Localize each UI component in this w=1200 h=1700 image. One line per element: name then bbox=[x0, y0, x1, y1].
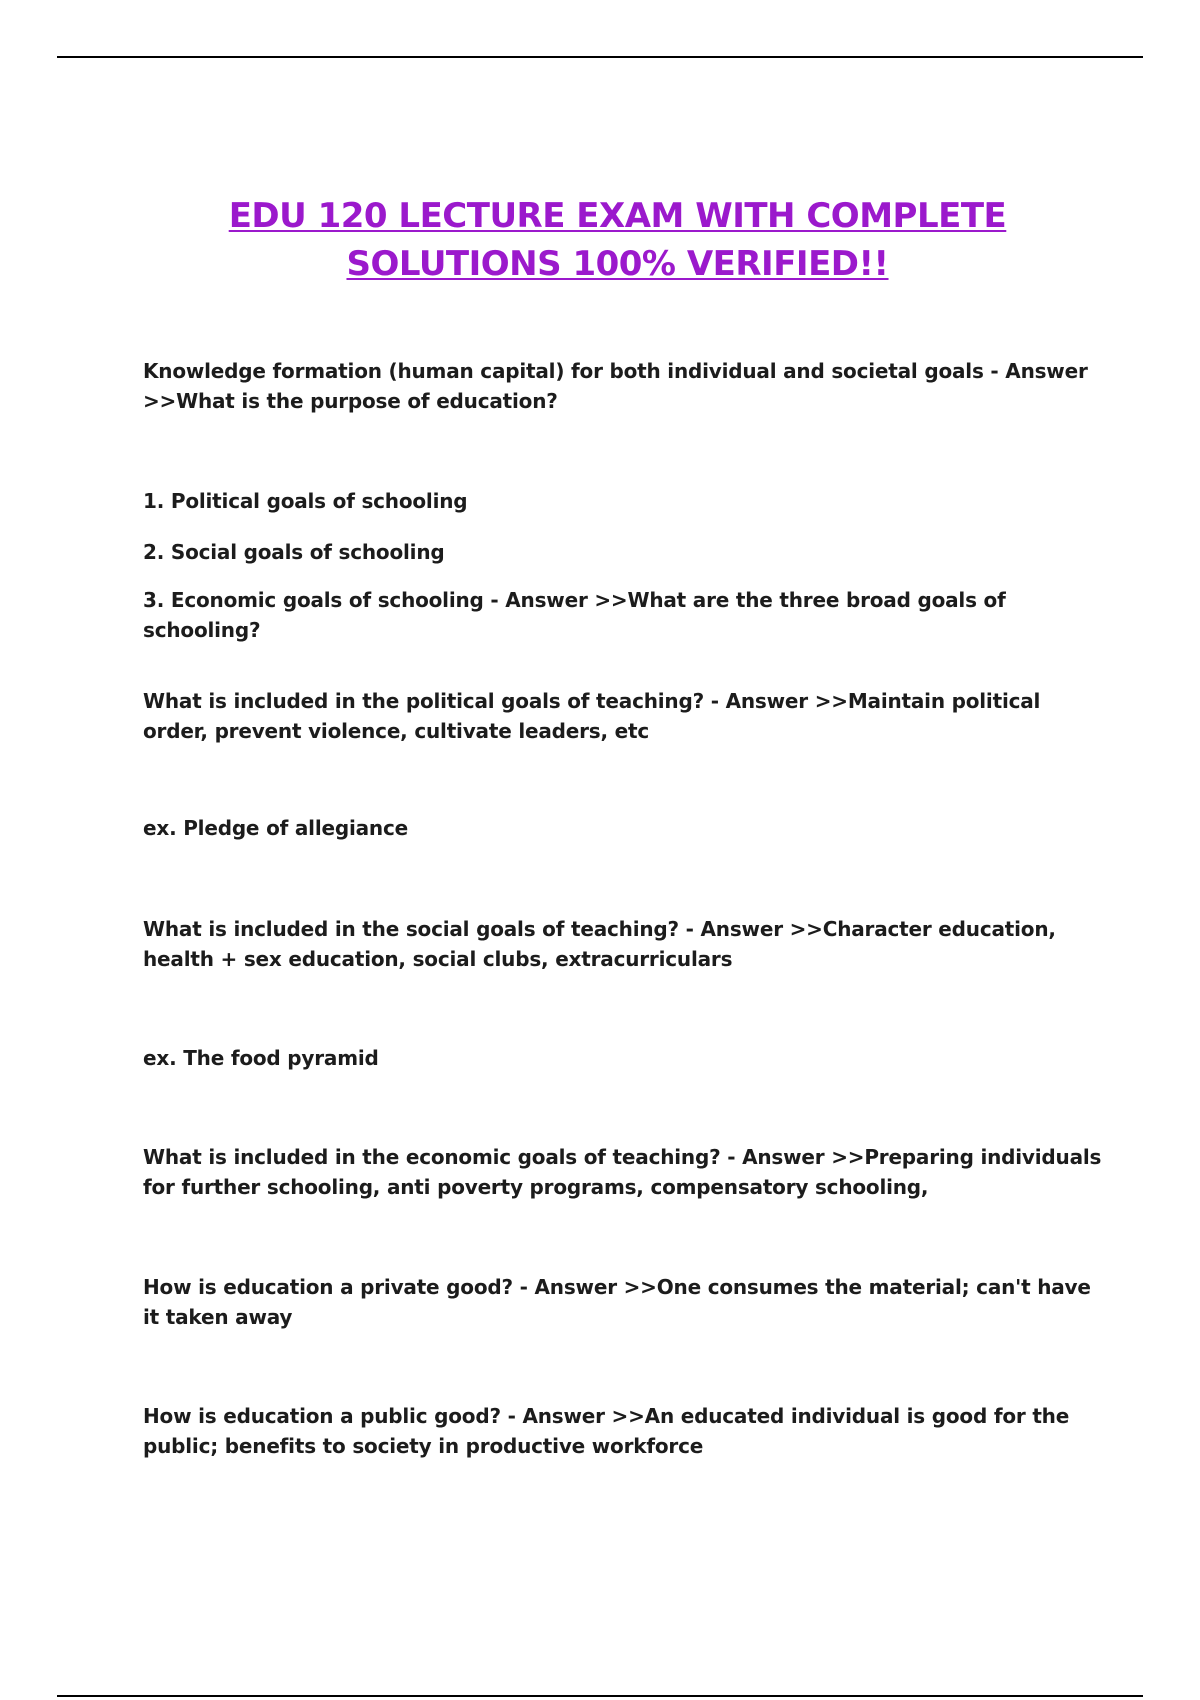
example-food-pyramid: ex. The food pyramid bbox=[143, 1046, 379, 1070]
page-top-rule bbox=[57, 56, 1143, 58]
qa-private-good: How is education a private good? - Answer >>One consumes the material; can't have it taken away bbox=[143, 1275, 1091, 1329]
qa-social-goals: What is included in the social goals of teaching? - Answer >>Character education, health + sex education, social clubs, extracurriculars bbox=[143, 917, 1056, 971]
qa-public-good: How is education a public good? - Answer >>An educated individual is good for the public; benefits to society in productive workforce bbox=[143, 1404, 1070, 1458]
qa-political-goals: What is included in the political goals of teaching? - Answer >>Maintain political order, prevent violence, cultivate leaders, etc bbox=[143, 689, 1041, 743]
document-title-line-1: EDU 120 LECTURE EXAM WITH COMPLETE bbox=[228, 196, 1007, 236]
list-item-economic-goals: 3. Economic goals of schooling - Answer >>What are the three broad goals of schooling? bbox=[143, 588, 1006, 642]
qa-purpose-of-education: Knowledge formation (human capital) for both individual and societal goals - Answer >>What is the purpose of education? bbox=[143, 359, 1088, 413]
example-pledge: ex. Pledge of allegiance bbox=[143, 816, 408, 840]
list-item-social-goals: 2. Social goals of schooling bbox=[143, 540, 445, 564]
qa-economic-goals: What is included in the economic goals of teaching? - Answer >>Preparing individuals for further schooling, anti poverty programs, compensatory schooling, bbox=[143, 1145, 1102, 1199]
page-bottom-rule bbox=[57, 1695, 1143, 1697]
document-title-line-2: SOLUTIONS 100% VERIFIED!! bbox=[346, 244, 889, 284]
list-item-political-goals: 1. Political goals of schooling bbox=[143, 489, 468, 513]
document-title bbox=[0, 192, 1200, 288]
